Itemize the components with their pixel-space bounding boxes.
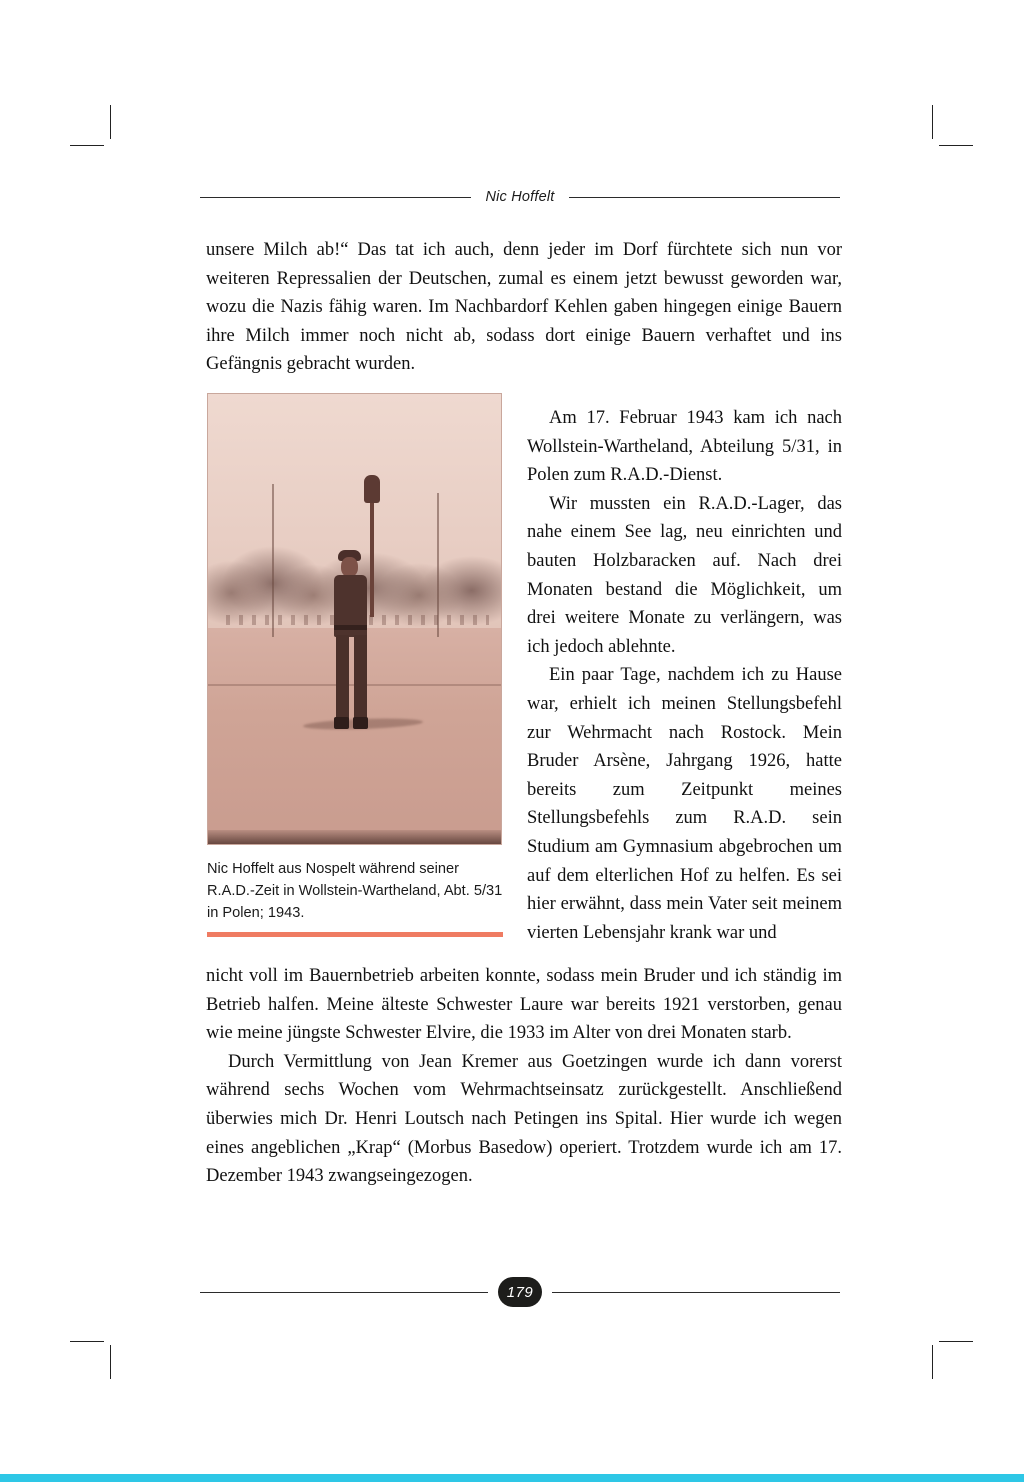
photo-soldier-leg-left xyxy=(336,635,349,721)
column-text-right xyxy=(527,404,842,947)
photo-soldier-belt xyxy=(334,625,367,630)
figure-caption-rule xyxy=(207,932,503,937)
paragraph-column-3: Ein paar Tage, nachdem ich zu Hause war, erhielt ich meinen Stellungsbefehl zur Wehrmacht nach Rostock. Mein Bruder Arsène, Jahrgang 1926, hatte bereits zum Zeitpunkt meines Stellungsbefehls zum R.A.D. sein Studium am Gymnasium abgebrochen um auf dem elterlichen Hof zu helfen. Es sei hier erwähnt, dass mein Vater seit meinem vierten Lebensjahr krank war und xyxy=(527,665,842,943)
running-head-rule-left xyxy=(200,197,471,198)
photo-image xyxy=(207,393,502,845)
photo-soldier xyxy=(325,547,381,772)
figure-caption: Nic Hoffelt aus Nospelt während seiner R.A.D.-Zeit in Wollstein-Wartheland, Abt. 5/31 in Polen; 1943. xyxy=(207,861,503,921)
photo-spade xyxy=(370,497,374,617)
photo-soldier-boot-right xyxy=(353,717,368,729)
paragraph-column-1: Am 17. Februar 1943 kam ich nach Wollstein-Wartheland, Abteilung 5/31, in Polen zum R.A.D.-Dienst. xyxy=(527,408,842,486)
crop-mark-bottom-right-vertical xyxy=(932,1345,933,1379)
running-head-title: Nic Hoffelt xyxy=(485,189,555,205)
page-footer xyxy=(200,1272,840,1312)
paragraph-bottom-2: Durch Vermittlung von Jean Kremer aus Goetzingen wurde ich dann vorerst während sechs Wochen vom Wehrmachtseinsatz zurückgestellt. Anschließend überwies mich Dr. Henri Loutsch nach Petingen ins Spital. Hier wurde ich wegen eines angeblichen „Krap“ (Morbus Basedow) operiert. Trotzdem wurde ich am 17. Dezember 1943 zwangseingezogen. xyxy=(206,1051,842,1187)
footer-rule-right xyxy=(552,1292,840,1293)
paragraphs-bottom xyxy=(206,962,842,1191)
photo-soldier-leg-right xyxy=(354,635,367,721)
running-head-rule-right xyxy=(569,197,840,198)
paragraph-intro: unsere Milch ab!“ Das tat ich auch, denn jeder im Dorf fürchtete sich nun vor weiteren Repressalien der Deutschen, zumal es einem jetzt bewusst geworden war, wozu die Nazis fähig waren. Im Nachbardorf Kehlen gaben hingegen einige Bauern ihre Milch immer noch nicht ab, sodass dort einige Bauern verhaftet und ins Gefängnis gebracht wurden. xyxy=(206,240,842,375)
photo-flagpole-left xyxy=(272,484,274,637)
page-number: 179 xyxy=(498,1277,542,1307)
photo-bottom-edge xyxy=(208,830,501,844)
crop-mark-bottom-right-horizontal xyxy=(939,1341,973,1342)
crop-mark-top-left-horizontal xyxy=(70,145,104,146)
paragraph-bottom-1: nicht voll im Bauernbetrieb arbeiten konnte, sodass mein Bruder und ich ständig im Betrieb halfen. Meine älteste Schwester Laure war bereits 1921 verstorben, genau wie meine jüngste Schwester Elvire, die 1933 im Alter von drei Monaten starb. xyxy=(206,966,842,1044)
footer-rule-left xyxy=(200,1292,488,1293)
photo-flagpole-right xyxy=(437,493,439,637)
crop-mark-top-left-vertical xyxy=(110,105,111,139)
crop-mark-top-right-horizontal xyxy=(939,145,973,146)
crop-mark-bottom-left-horizontal xyxy=(70,1341,104,1342)
figure-photo xyxy=(207,393,502,845)
bleed-strip xyxy=(0,1474,1024,1482)
running-head xyxy=(200,186,840,208)
photo-soldier-boot-left xyxy=(334,717,349,729)
photo-soldier-head xyxy=(341,557,358,577)
paragraph-column-2: Wir mussten ein R.A.D.-Lager, das nahe einem See lag, neu einrichten und bauten Holzbaracken auf. Nach drei Monaten bestand die Möglichkeit, um drei weitere Monate zu verlängern, was ich jedoch ablehnte. xyxy=(527,493,842,657)
crop-mark-top-right-vertical xyxy=(932,105,933,139)
crop-mark-bottom-left-vertical xyxy=(110,1345,111,1379)
